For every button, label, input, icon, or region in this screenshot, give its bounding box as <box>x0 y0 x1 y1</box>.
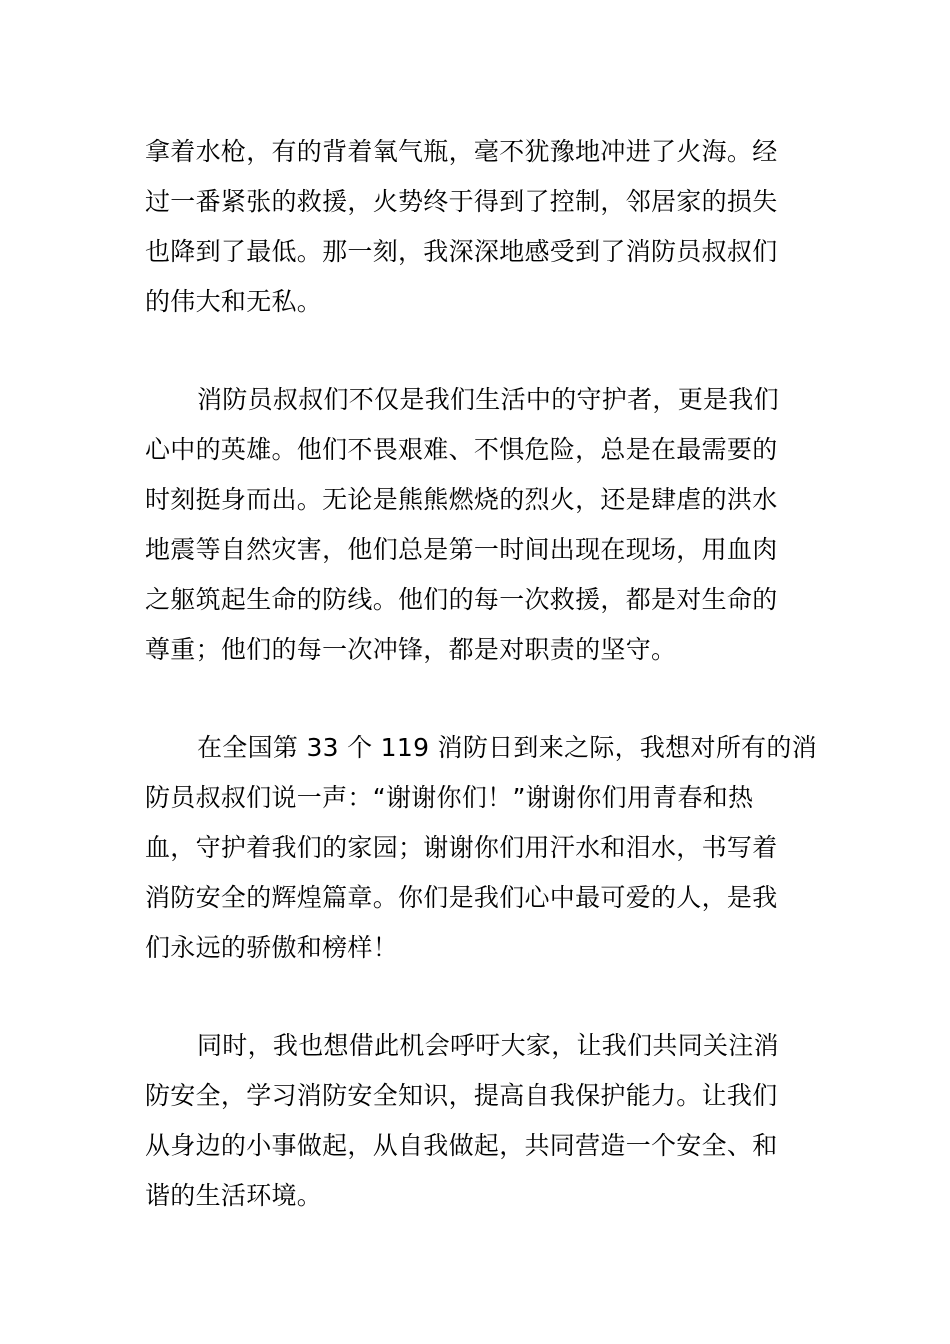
paragraph-line: 尊重；他们的每一次冲锋，都是对职责的坚守。 <box>145 635 677 664</box>
paragraph-1 <box>145 127 810 327</box>
paragraph-line: 消防安全的辉煌篇章。你们是我们心中最可爱的人，是我 <box>145 883 778 912</box>
paragraph-line: 时刻挺身而出。无论是熊熊燃烧的烈火，还是肆虐的洪水 <box>145 485 778 514</box>
paragraph-line: 也降到了最低。那一刻，我深深地感受到了消防员叔叔们 <box>145 237 778 266</box>
paragraph-line: 在全国第 33 个 119 消防日到来之际，我想对所有的消 <box>197 733 818 762</box>
paragraph-line: 防员叔叔们说一声：“谢谢你们！”谢谢你们用青春和热 <box>145 783 754 812</box>
paragraph-line: 过一番紧张的救援，火势终于得到了控制，邻居家的损失 <box>145 187 778 216</box>
paragraph-line: 血，守护着我们的家园；谢谢你们用汗水和泪水，书写着 <box>145 833 778 862</box>
paragraph-3 <box>145 723 818 973</box>
paragraph-line: 消防员叔叔们不仅是我们生活中的守护者，更是我们 <box>197 385 779 414</box>
paragraph-line: 心中的英雄。他们不畏艰难、不惧危险，总是在最需要的 <box>145 435 778 464</box>
paragraph-line: 的伟大和无私。 <box>145 287 323 316</box>
paragraph-4 <box>145 1021 810 1221</box>
paragraph-line: 们永远的骄傲和榜样！ <box>145 933 399 962</box>
paragraph-line: 之躯筑起生命的防线。他们的每一次救援，都是对生命的 <box>145 585 778 614</box>
paragraph-line: 谐的生活环境。 <box>145 1181 323 1210</box>
paragraph-line: 拿着水枪，有的背着氧气瓶，毫不犹豫地冲进了火海。经 <box>145 137 778 166</box>
paragraph-line: 从身边的小事做起，从自我做起，共同营造一个安全、和 <box>145 1131 778 1160</box>
paragraph-line: 地震等自然灾害，他们总是第一时间出现在现场，用血肉 <box>145 535 778 564</box>
paragraph-line: 同时，我也想借此机会呼吁大家，让我们共同关注消 <box>197 1031 779 1060</box>
paragraph-line: 防安全，学习消防安全知识，提高自我保护能力。让我们 <box>145 1081 778 1110</box>
paragraph-2 <box>145 375 810 675</box>
